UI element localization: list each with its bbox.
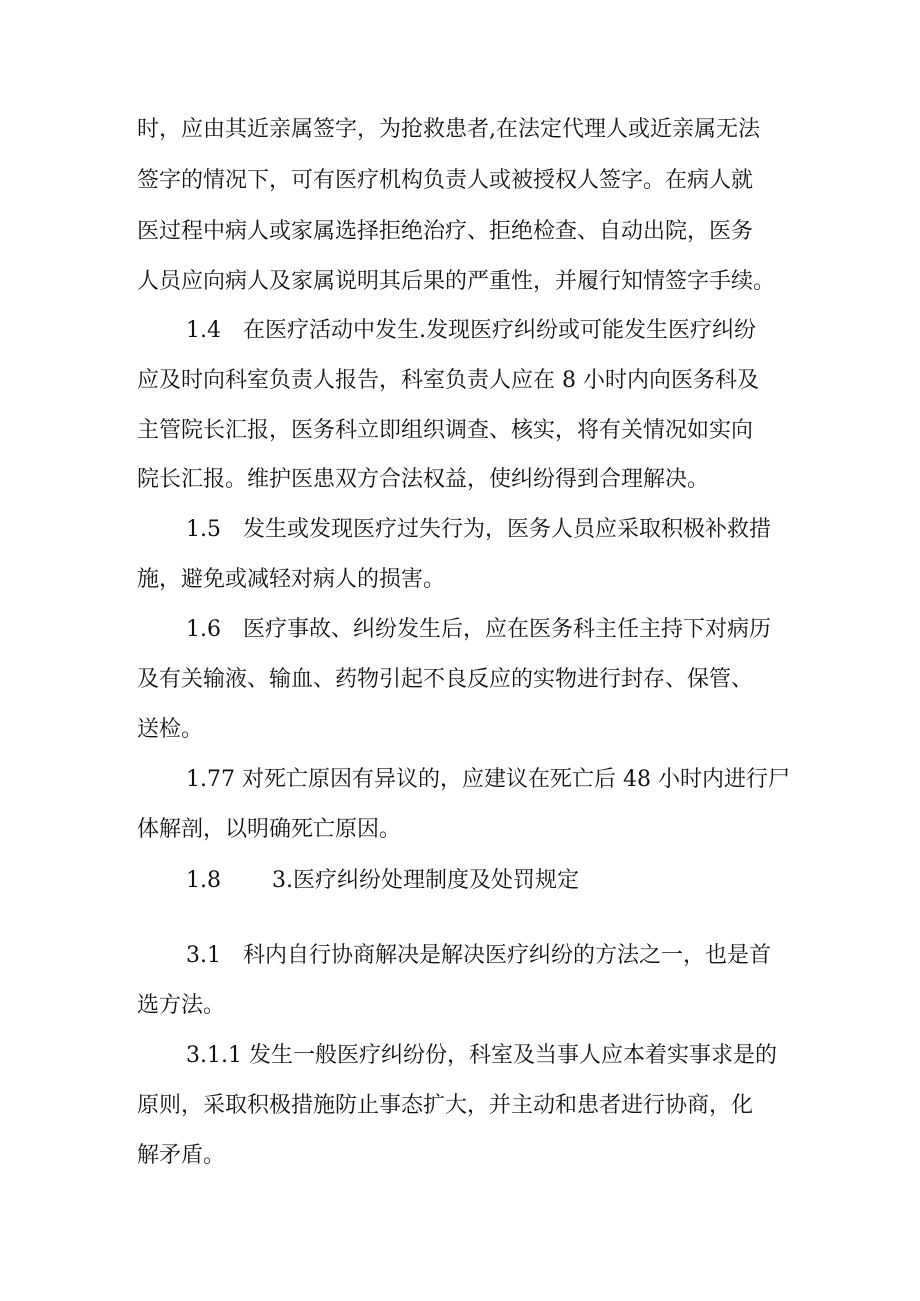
paragraph-line: 原则，采取积极措施防止事态扩大，并主动和患者进行协商，化: [137, 1093, 754, 1118]
paragraph-line: 院长汇报。维护医患双方合法权益，使纠纷得到合理解决。: [137, 467, 710, 492]
paragraph-line: 及有关输液、输血、药物引起不良反应的实物进行封存、保管、: [137, 667, 754, 692]
paragraph-line: 时，应由其近亲属签字，为抢救患者,在法定代理人或近亲属无法: [137, 117, 760, 142]
paragraph-line: 主管院长汇报，医务科立即组织调查、核实，将有关情况如实向: [137, 418, 754, 443]
paragraph-line: 应及时向科室负责人报告，科室负责人应在 8 小时内向医务科及: [137, 368, 759, 393]
paragraph-line: 签字的情况下，可有医疗机构负责人或被授权人签字。在病人就: [137, 168, 754, 193]
section-1-4-line: 1.4 在医疗活动中发生.发现医疗纠纷或可能发生医疗纠纷: [186, 318, 756, 343]
section-heading-3: 1.8 3.医疗纠纷处理制度及处罚规定: [186, 868, 579, 893]
section-1-5-line: 1.5 发生或发现医疗过失行为，医务人员应采取积极补救措: [186, 517, 771, 542]
section-3-1-line: 3.1 科内自行协商解决是解决医疗纠纷的方法之一，也是首: [186, 943, 771, 968]
paragraph-line: 体解剖，以明确死亡原因。: [137, 817, 402, 842]
section-1-6-line: 1.6 医疗事故、纠纷发生后，应在医务科主任主持下对病历: [186, 617, 771, 642]
section-1-77-line: 1.77 对死亡原因有异议的，应建议在死亡后 48 小时内进行尸: [186, 767, 790, 792]
paragraph-line: 施，避免或减轻对病人的损害。: [137, 567, 446, 592]
paragraph-line: 人员应向病人及家属说明其后果的严重性，并履行知情签字手续。: [137, 269, 776, 294]
section-3-1-1-line: 3.1.1 发生一般医疗纠纷份，科室及当事人应本着实事求是的: [186, 1043, 777, 1068]
paragraph-line: 选方法。: [137, 993, 226, 1018]
paragraph-line: 医过程中病人或家属选择拒绝治疗、拒绝检查、自动出院，医务: [137, 219, 754, 244]
paragraph-line: 解矛盾。: [137, 1143, 226, 1168]
paragraph-line: 送检。: [137, 717, 204, 742]
